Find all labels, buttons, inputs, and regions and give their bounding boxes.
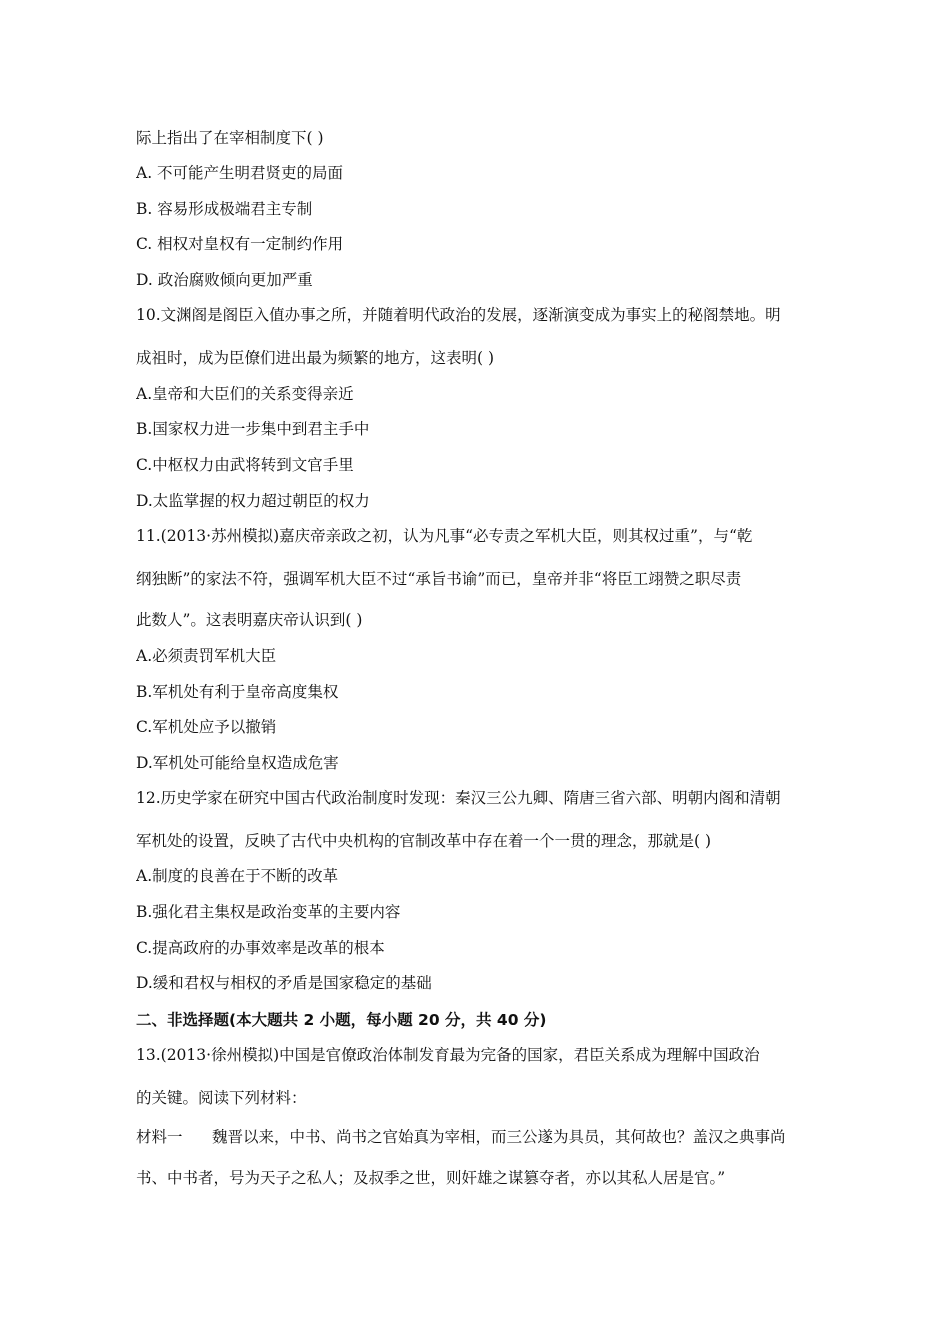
q10-option-d: D.太监掌握的权力超过朝臣的权力 bbox=[136, 492, 370, 510]
q12-stem-line1: 12.历史学家在研究中国古代政治制度时发现：秦汉三公九卿、隋唐三省六部、明朝内阁和清朝 bbox=[136, 789, 781, 807]
q9-option-c: C. 相权对皇权有一定制约作用 bbox=[136, 235, 344, 253]
q11-option-b: B.军机处有利于皇帝高度集权 bbox=[136, 683, 339, 701]
q11-stem-line2: 纲独断”的家法不符，强调军机大臣不过“承旨书谕”而已，皇帝并非“将臣工翊赞之职尽责 bbox=[136, 570, 742, 588]
q10-option-b: B.国家权力进一步集中到君主手中 bbox=[136, 420, 370, 438]
q9-option-b: B. 容易形成极端君主专制 bbox=[136, 200, 313, 218]
q9-option-a: A. 不可能产生明君贤吏的局面 bbox=[136, 164, 344, 182]
material-one-text: 魏晋以来，中书、尚书之官始真为宰相，而三公遂为具员，其何故也？盖汉之典事尚 bbox=[212, 1128, 786, 1146]
q12-option-a: A.制度的良善在于不断的改革 bbox=[136, 867, 339, 885]
q12-option-d: D.缓和君权与相权的矛盾是国家稳定的基础 bbox=[136, 974, 432, 992]
material-one-label: 材料一 bbox=[136, 1128, 183, 1146]
q9-option-d: D. 政治腐败倾向更加严重 bbox=[136, 271, 313, 289]
q13-stem-line2: 的关键。阅读下列材料： bbox=[136, 1089, 307, 1107]
q10-option-c: C.中枢权力由武将转到文官手里 bbox=[136, 456, 354, 474]
q10-option-a: A.皇帝和大臣们的关系变得亲近 bbox=[136, 385, 354, 403]
q12-stem-line2: 军机处的设置，反映了古代中央机构的官制改革中存在着一个一贯的理念，那就是( ) bbox=[136, 832, 712, 850]
q12-option-c: C.提高政府的办事效率是改革的根本 bbox=[136, 939, 385, 957]
material-one-line2: 书、中书者，号为天子之私人；及叔季之世，则奸雄之谋篡夺者，亦以其私人居是官。” bbox=[136, 1169, 726, 1187]
q9-stem-continuation: 际上指出了在宰相制度下( ) bbox=[136, 129, 324, 147]
q11-stem-line1: 11.(2013·苏州模拟)嘉庆帝亲政之初，认为凡事“必专责之军机大臣，则其权过重”，与“乾 bbox=[136, 527, 753, 545]
q13-stem-line1: 13.(2013·徐州模拟)中国是官僚政治体制发育最为完备的国家，君臣关系成为理解中国政治 bbox=[136, 1046, 760, 1064]
q10-stem-line2: 成祖时，成为臣僚们进出最为频繁的地方，这表明( ) bbox=[136, 349, 495, 367]
q11-option-c: C.军机处应予以撤销 bbox=[136, 718, 277, 736]
q10-stem-line1: 10.文渊阁是阁臣入值办事之所，并随着明代政治的发展，逐渐演变成为事实上的秘阁禁地。明 bbox=[136, 306, 781, 324]
section-heading: 二、非选择题(本大题共 2 小题，每小题 20 分，共 40 分) bbox=[136, 1011, 547, 1029]
q11-option-a: A.必须责罚军机大臣 bbox=[136, 647, 277, 665]
material-one-line1 bbox=[136, 1127, 826, 1147]
q11-stem-line3: 此数人”。这表明嘉庆帝认识到( ) bbox=[136, 611, 363, 629]
q12-option-b: B.强化君主集权是政治变革的主要内容 bbox=[136, 903, 401, 921]
q11-option-d: D.军机处可能给皇权造成危害 bbox=[136, 754, 339, 772]
